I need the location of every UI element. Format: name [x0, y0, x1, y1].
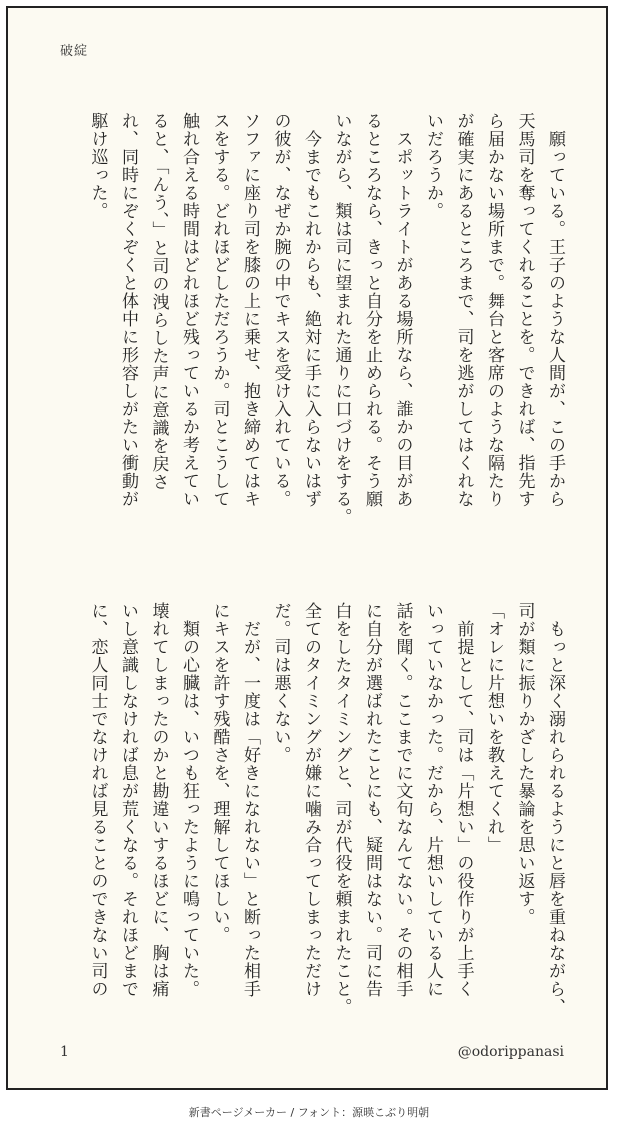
body-text-top: 願っている。王子のような人間が、この手から 天馬司を奪ってくれることを。できれば、指先す ら届かない場所まで。舞台と客席のような隔たり が確実にあるところまで、司を逃がしてはくれな いだろうか。 スポットライトがある場所なら、誰かの目があ るところなら、きっと自分を止められる。そう願 いながら、類は司に望まれた通りに口づけをする。 今までもこれからも、絶対に手に入らないはず の彼が、なぜか腕の中でキスを受け入れている。 ソファに座り司を膝の上に乗せ、抱き締めてはキ スをする。どれほどしただろうか。司とこうして 触れ合える時間はどれほど残っているか考えてい ると、「んう、」と司の洩らした声に意識を戻さ れ、同時にぞくぞくと体中に形容しがたい衝動が 駆け巡った。	[87, 112, 565, 526]
page-number: 1	[60, 1044, 69, 1060]
page-title: 破綻	[60, 44, 89, 59]
body-text-bottom: もっと深く溺れられるようにと唇を重ねながら、 司が類に振りかざした暴論を思い返す。 「オレに片想いを教えてくれ」 前提として、司は「片想い」の役作りが上手く いっていなかった。だから、片想いしている人に 話を聞く。ここまでに文句なんてない。その相手 に自分が選ばれたことにも、疑問はない。司に告 白をしたタイミングと、司が代役を頼まれたこと。 全てのタイミングが嫌に噛み合ってしまっただけ だ。司は悪くない。 だが、一度は「好きになれない」と断った相手 にキスを許す残酷さを、理解してほしい。 類の心臓は、いつも狂ったように鳴っていた。 壊れてしまったのかと勘違いするほどに、胸は痛 いし意識しなければ息が荒くなる。それほどまで に、恋人同士でなければ見ることのできない司の	[87, 602, 565, 1016]
footer-credit: 新書ページメーカー / フォント：源暎こぶり明朝	[188, 1106, 430, 1119]
author-handle: @odorippanasi	[457, 1044, 564, 1060]
book-page	[6, 6, 608, 1090]
